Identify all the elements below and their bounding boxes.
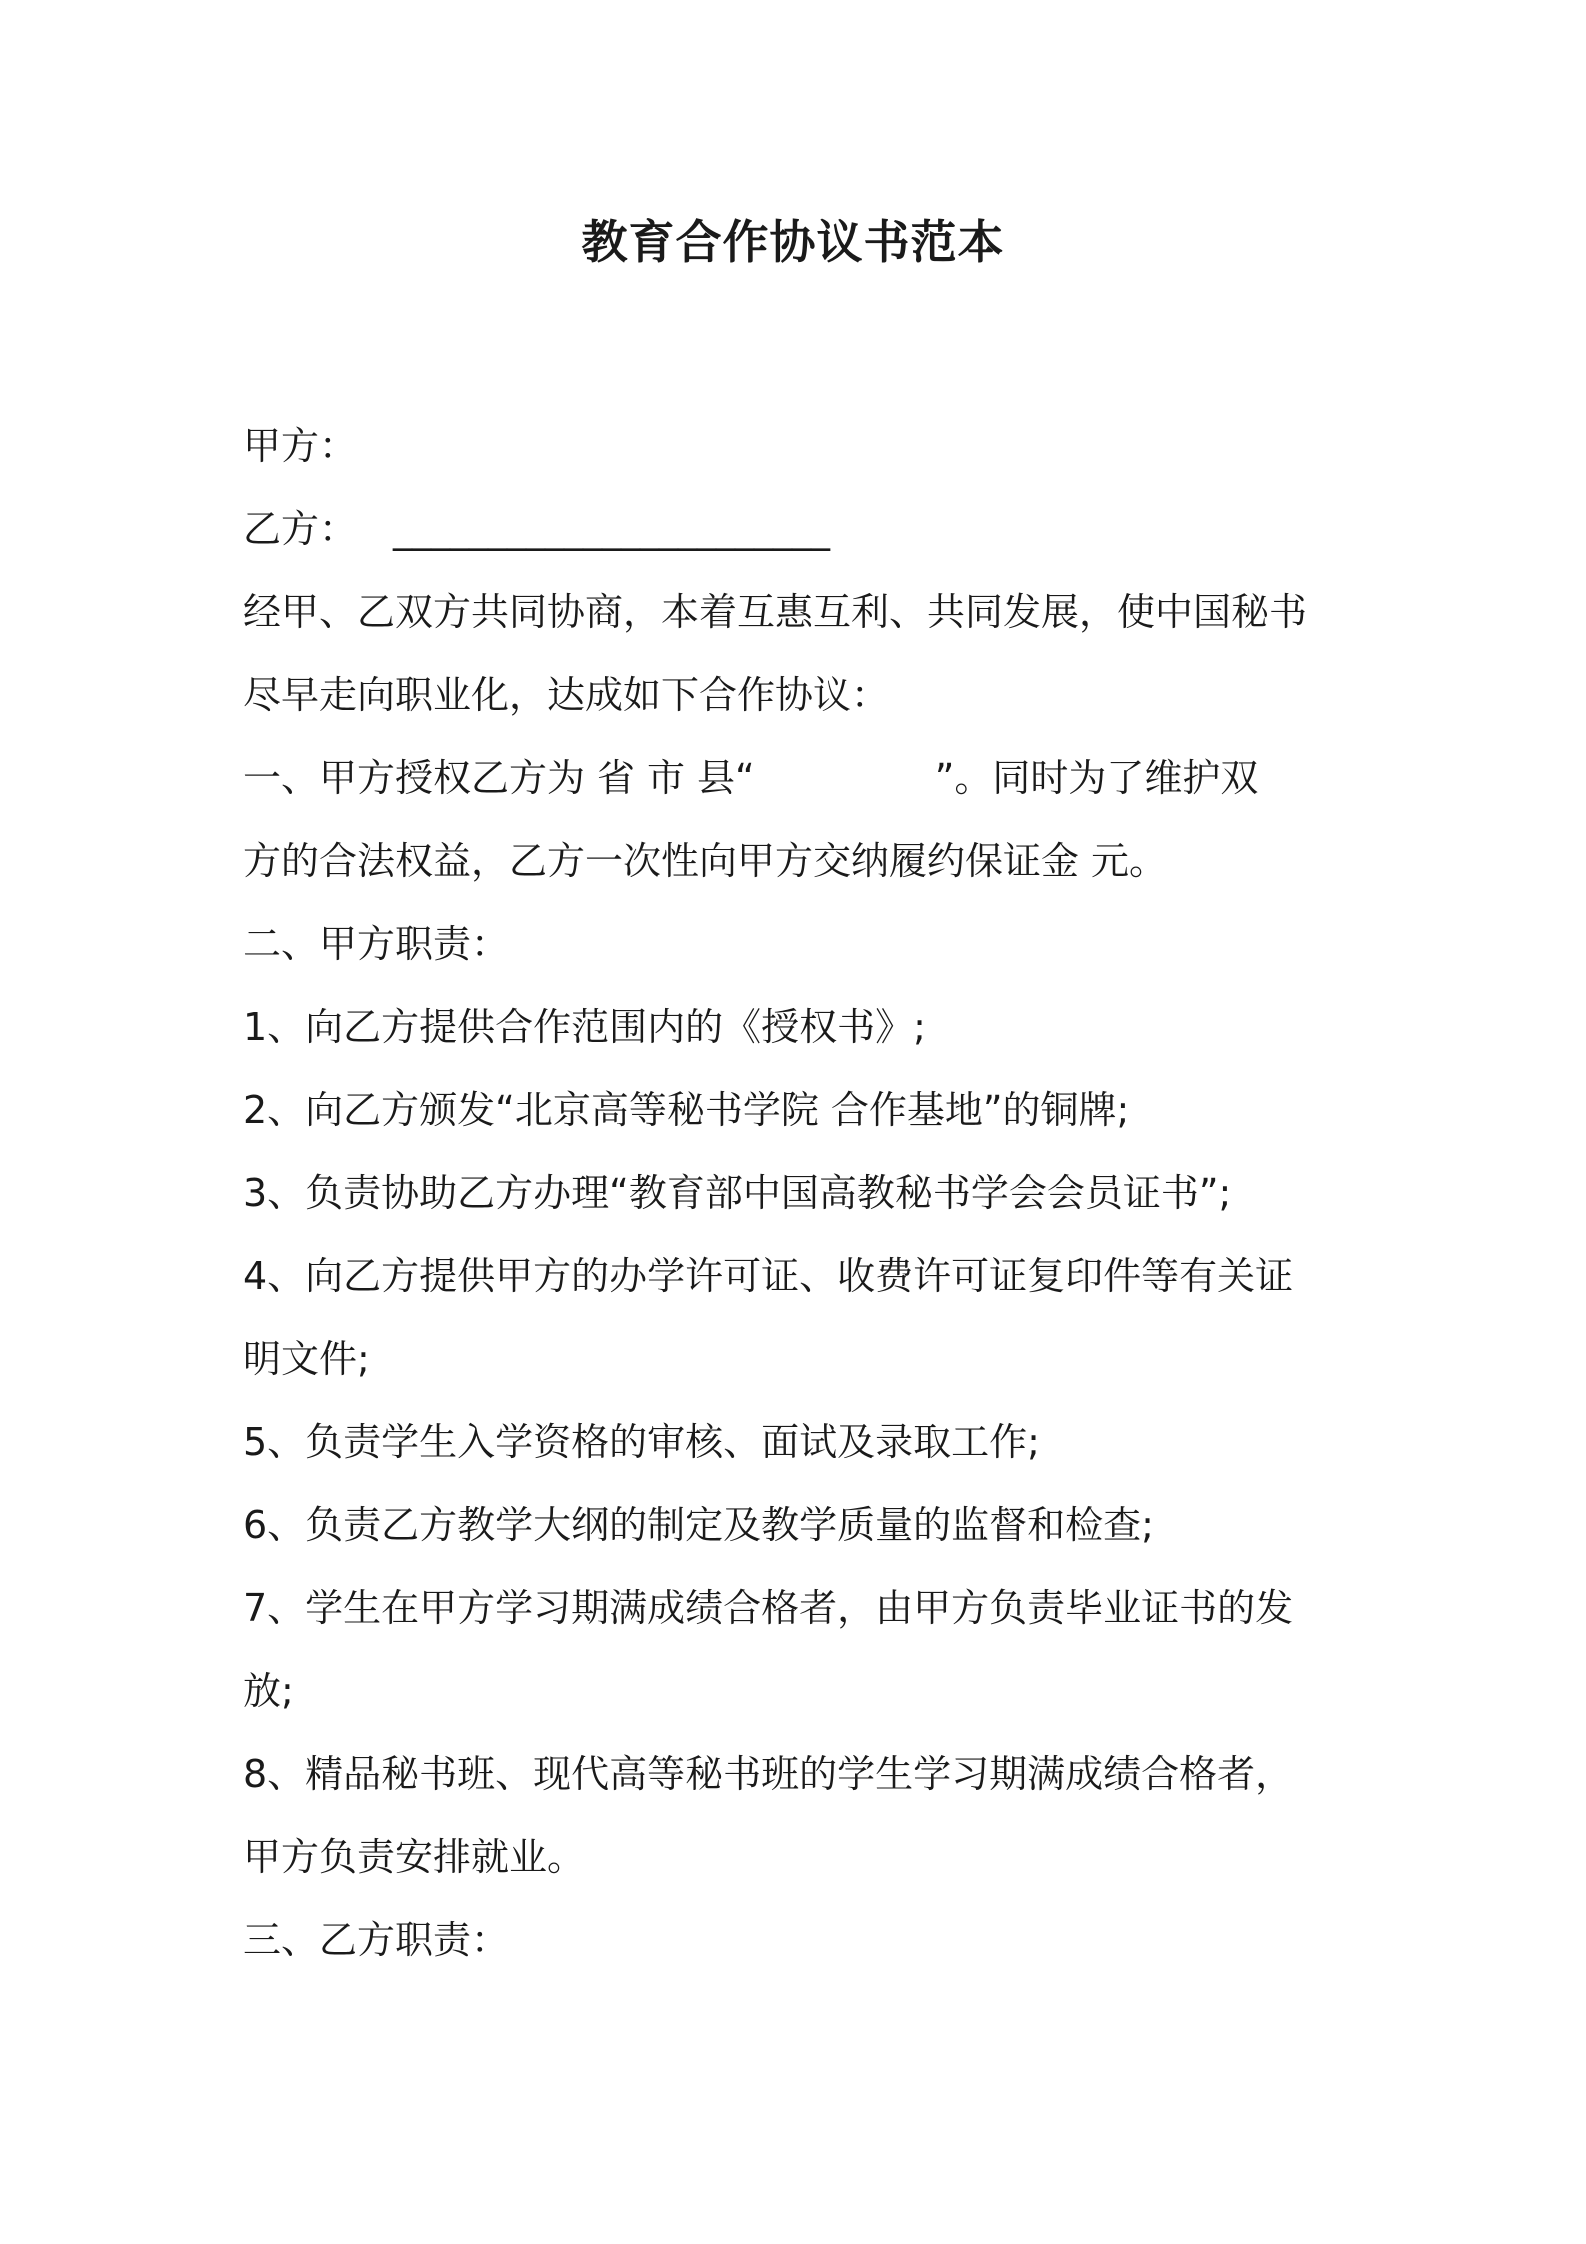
clause-1-line-2: [243, 820, 1363, 903]
section-2-heading: 二、甲方职责：: [243, 922, 510, 966]
party-b-line: [243, 488, 1363, 571]
list-item-continued: 放;: [243, 1669, 294, 1713]
clause-1-province: 省: [597, 756, 636, 800]
clause-1-line-1: [243, 737, 1363, 820]
party-b-label: 乙方：: [243, 507, 358, 551]
intro-line-1: 经甲、乙双方共同协商，本着互惠互利、共同发展，使中国秘书: [243, 590, 1308, 634]
party-a-line: [243, 405, 1363, 488]
document-title: 教育合作协议书范本: [581, 215, 1005, 269]
list-item: 7、学生在甲方学习期满成绩合格者，由甲方负责毕业证书的发: [243, 1586, 1294, 1630]
list-item: [243, 1069, 1363, 1152]
list-item-continued: 甲方负责安排就业。: [243, 1835, 586, 1879]
list-item: 3、负责协助乙方办理“教育部中国高教秘书学会会员证书”;: [243, 1171, 1232, 1215]
list-item-continued: 明文件;: [243, 1337, 370, 1381]
document-body: [243, 405, 1363, 1982]
clause-1-text-continued: ”。同时为了维护双: [934, 756, 1259, 800]
item-2-text-continued: 合作基地”的铜牌;: [830, 1088, 1130, 1132]
list-item: 1、向乙方提供合作范围内的《授权书》;: [243, 1005, 926, 1049]
list-item: 4、向乙方提供甲方的办学许可证、收费许可证复印件等有关证: [243, 1254, 1294, 1298]
clause-1-county: 县“: [697, 756, 755, 800]
party-b-blank: _______________________: [393, 507, 831, 551]
list-item: 5、负责学生入学资格的审核、面试及录取工作;: [243, 1420, 1040, 1464]
item-2-text: 2、向乙方颁发“北京高等秘书学院: [243, 1088, 819, 1132]
section-3-heading: 三、乙方职责：: [243, 1918, 510, 1962]
clause-1-city: 市: [647, 756, 686, 800]
list-item: 8、精品秘书班、现代高等秘书班的学生学习期满成绩合格者，: [243, 1752, 1294, 1796]
list-item: 6、负责乙方教学大纲的制定及教学质量的监督和检查;: [243, 1503, 1154, 1547]
intro-line-2: 尽早走向职业化，达成如下合作协议：: [243, 673, 890, 717]
party-a-label: 甲方：: [243, 424, 358, 468]
clause-1-text: 一、甲方授权乙方为: [243, 756, 586, 800]
clause-1-deposit-text: 方的合法权益，乙方一次性向甲方交纳履约保证金: [243, 839, 1080, 883]
clause-1-deposit-unit: 元。: [1091, 839, 1168, 883]
